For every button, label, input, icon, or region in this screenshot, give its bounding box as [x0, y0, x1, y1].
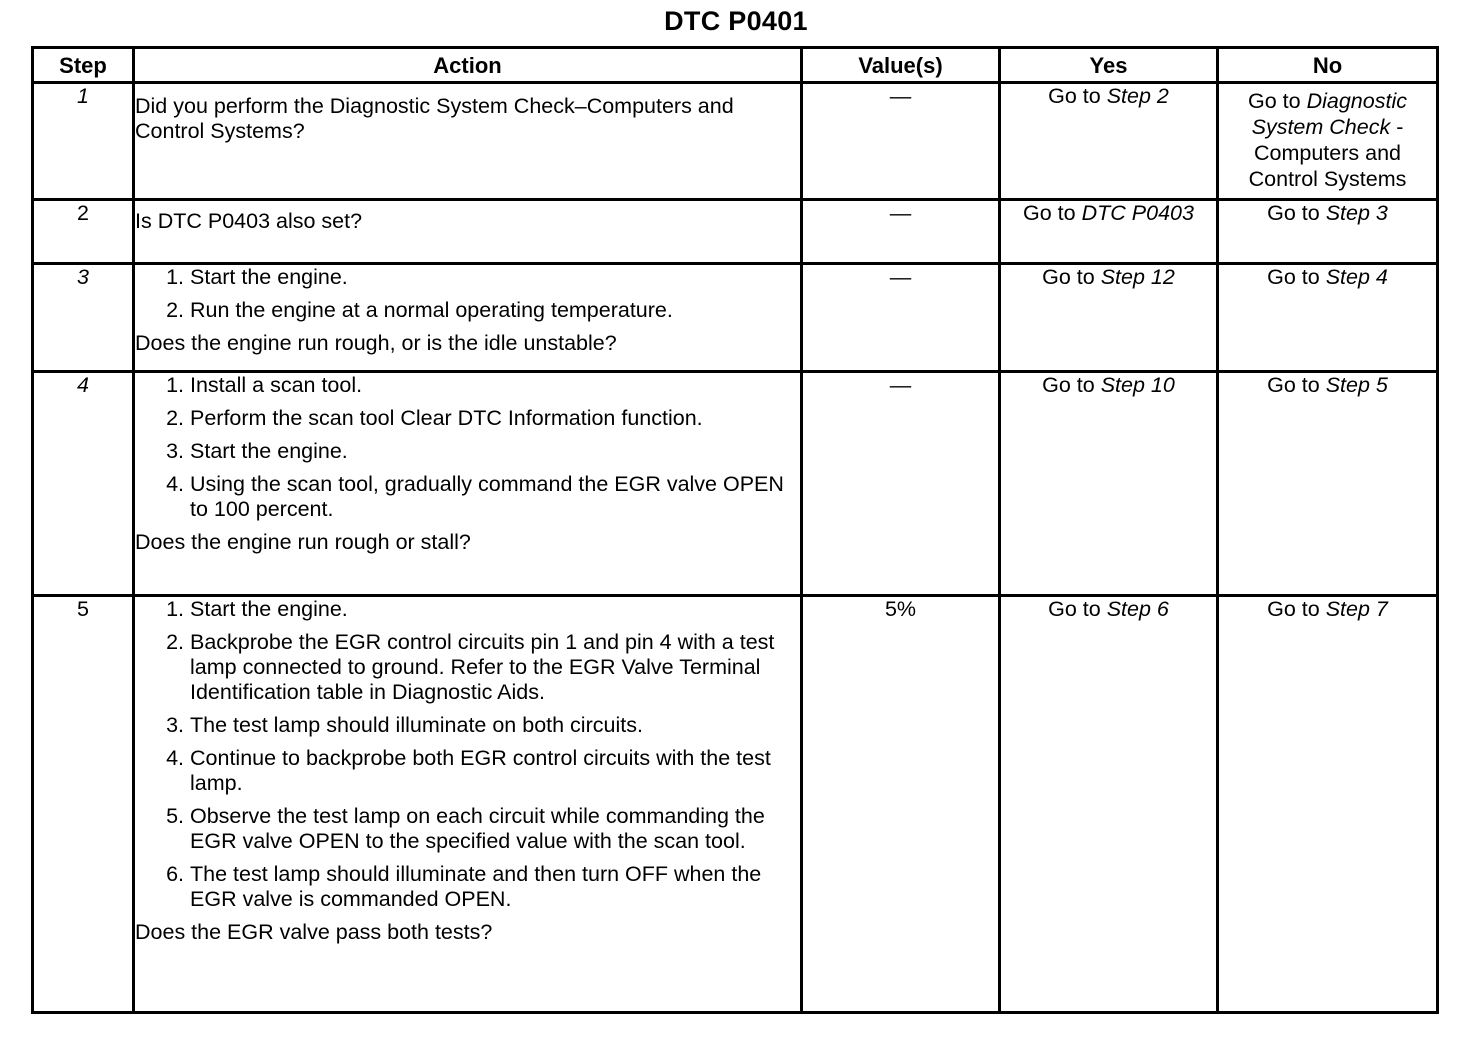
- table-row: [33, 372, 1438, 596]
- table-row: [33, 200, 1438, 264]
- step-number: 5: [33, 596, 134, 1013]
- goto-link[interactable]: Go to Step 3: [1267, 201, 1388, 225]
- goto-link[interactable]: Go to Step 6: [1048, 597, 1169, 621]
- step-number: 3: [33, 264, 134, 372]
- dtc-table: [31, 46, 1439, 1014]
- yes-cell: [1000, 264, 1218, 372]
- no-cell: [1218, 83, 1438, 200]
- list-item: 3. Start the engine.: [190, 439, 800, 464]
- instruction-list: [135, 373, 800, 522]
- action-cell: [134, 200, 802, 264]
- step-number: 2: [33, 200, 134, 264]
- yes-cell: [1000, 596, 1218, 1013]
- action-cell: [134, 596, 802, 1013]
- goto-link[interactable]: Go to DTC P0403: [1023, 201, 1194, 225]
- goto-link[interactable]: Go to Step 12: [1042, 265, 1175, 289]
- question-text: Did you perform the Diagnostic System Check–Computers and Control Systems?: [135, 94, 734, 143]
- table-row: [33, 264, 1438, 372]
- list-item: 6. The test lamp should illuminate and then turn OFF when the EGR valve is commanded OPEN.: [190, 862, 800, 912]
- header-action: Action: [134, 48, 802, 83]
- header-row: [33, 48, 1438, 83]
- list-item: 1. Start the engine.: [190, 597, 800, 622]
- step-number: 1: [33, 83, 134, 200]
- value-cell: —: [802, 264, 1000, 372]
- action-cell: [134, 372, 802, 596]
- page-title: DTC P0401: [664, 6, 808, 36]
- header-yes: Yes: [1000, 48, 1218, 83]
- table-row: [33, 596, 1438, 1013]
- step-number: 4: [33, 372, 134, 596]
- action-cell: [134, 264, 802, 372]
- action-cell: [134, 83, 802, 200]
- yes-cell: [1000, 372, 1218, 596]
- goto-link[interactable]: Go to Step 4: [1267, 265, 1388, 289]
- question-text: Does the engine run rough, or is the idle unstable?: [135, 331, 617, 355]
- value-cell: —: [802, 200, 1000, 264]
- yes-cell: [1000, 200, 1218, 264]
- header-no: No: [1218, 48, 1438, 83]
- value-cell: —: [802, 372, 1000, 596]
- no-cell: [1218, 264, 1438, 372]
- goto-link[interactable]: Go to Step 2: [1048, 84, 1169, 108]
- list-item: 2. Run the engine at a normal operating temperature.: [190, 298, 800, 323]
- goto-link[interactable]: Go to Step 7: [1267, 597, 1388, 621]
- table-row: [33, 83, 1438, 200]
- goto-link[interactable]: Go to Diagnostic System Check - Computers and Control Systems: [1248, 89, 1407, 191]
- header-values: Value(s): [802, 48, 1000, 83]
- instruction-list: [135, 597, 800, 912]
- no-cell: [1218, 372, 1438, 596]
- no-cell: [1218, 200, 1438, 264]
- value-cell: 5%: [802, 596, 1000, 1013]
- question-text: Is DTC P0403 also set?: [135, 209, 363, 233]
- question-text: Does the engine run rough or stall?: [135, 530, 471, 554]
- goto-link[interactable]: Go to Step 10: [1042, 373, 1175, 397]
- list-item: 1. Install a scan tool.: [190, 373, 800, 398]
- question-text: Does the EGR valve pass both tests?: [135, 920, 493, 944]
- list-item: 4. Continue to backprobe both EGR control circuits with the test lamp.: [190, 746, 800, 796]
- list-item: 3. The test lamp should illuminate on both circuits.: [190, 713, 800, 738]
- list-item: 1. Start the engine.: [190, 265, 800, 290]
- header-step: Step: [33, 48, 134, 83]
- list-item: 4. Using the scan tool, gradually command the EGR valve OPEN to 100 percent.: [190, 472, 800, 522]
- no-cell: [1218, 596, 1438, 1013]
- list-item: 2. Backprobe the EGR control circuits pin 1 and pin 4 with a test lamp connected to ground. Refer to the EGR Valve Terminal Identification table in Diagnostic Aids.: [190, 630, 800, 705]
- instruction-list: [135, 265, 800, 323]
- yes-cell: [1000, 83, 1218, 200]
- value-cell: —: [802, 83, 1000, 200]
- list-item: 5. Observe the test lamp on each circuit while commanding the EGR valve OPEN to the specified value with the scan tool.: [190, 804, 800, 854]
- list-item: 2. Perform the scan tool Clear DTC Information function.: [190, 406, 800, 431]
- goto-link[interactable]: Go to Step 5: [1267, 373, 1388, 397]
